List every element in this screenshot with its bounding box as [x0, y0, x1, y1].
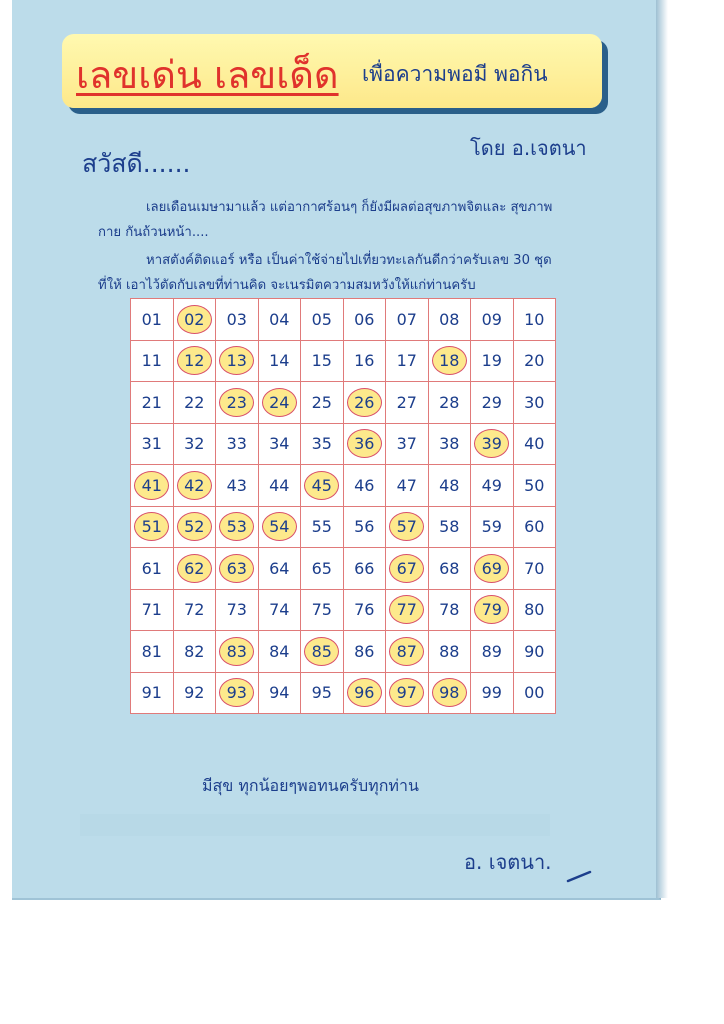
circled-number: 54: [262, 512, 297, 541]
grid-cell: [301, 548, 344, 590]
grid-cell: [513, 672, 556, 714]
circled-number: 36: [347, 429, 382, 458]
circled-number: 85: [304, 637, 339, 666]
grid-number: 71: [141, 600, 162, 620]
grid-cell: [301, 506, 344, 548]
grid-number: 14: [269, 351, 290, 371]
grid-cell: [216, 631, 259, 673]
grid-cell: [131, 631, 174, 673]
grid-cell: [471, 382, 514, 424]
circled-number: 42: [177, 471, 212, 500]
grid-cell: [386, 631, 429, 673]
paragraph-line: หาสตังค์ติดแอร์ หรือ เป็นค่าใช้จ่ายไปเที่ยวทะเลกันดีกว่าครับเลข 30 ชุด: [146, 253, 552, 268]
grid-number: 19: [481, 351, 502, 371]
grid-number: 21: [141, 392, 162, 412]
grid-row: [131, 589, 556, 631]
circled-number: 26: [347, 388, 382, 417]
grid-cell: [428, 506, 471, 548]
grid-number: 48: [439, 475, 460, 495]
closing-line: มีสุข ทุกน้อยๆพอทนครับทุกท่าน: [202, 776, 419, 795]
grid-cell: [258, 382, 301, 424]
paragraph-line: ที่ให้ เอาไว้ตัดกับเลขที่ท่านคิด จะเนรมิตความสมหวังให้แก่ท่านครับ: [98, 278, 476, 293]
grid-number: 82: [184, 641, 205, 661]
grid-number: 89: [481, 641, 502, 661]
grid-cell: [131, 548, 174, 590]
grid-row: [131, 423, 556, 465]
grid-cell: [428, 299, 471, 341]
grid-cell: [301, 423, 344, 465]
grid-number: 10: [524, 309, 545, 329]
grid-cell: [513, 382, 556, 424]
grid-number: 32: [184, 434, 205, 454]
circled-number: 41: [134, 471, 169, 500]
grid-cell: [258, 423, 301, 465]
grid-number: 11: [141, 351, 162, 371]
circled-number: 93: [219, 678, 254, 707]
circled-number: 57: [389, 512, 424, 541]
grid-number: 78: [439, 600, 460, 620]
circled-number: 67: [389, 554, 424, 583]
grid-cell: [258, 548, 301, 590]
grid-number: 09: [481, 309, 502, 329]
grid-cell: [258, 506, 301, 548]
grid-cell: [216, 672, 259, 714]
grid-number: 72: [184, 600, 205, 620]
grid-number: 49: [481, 475, 502, 495]
grid-cell: [216, 423, 259, 465]
grid-cell: [513, 299, 556, 341]
grid-cell: [173, 672, 216, 714]
circled-number: 45: [304, 471, 339, 500]
signature: อ. เจตนา.: [464, 850, 552, 874]
grid-cell: [513, 340, 556, 382]
grid-number: 16: [354, 351, 375, 371]
grid-number: 70: [524, 558, 545, 578]
grid-cell: [471, 506, 514, 548]
circled-number: 83: [219, 637, 254, 666]
grid-cell: [386, 382, 429, 424]
grid-cell: [386, 506, 429, 548]
grid-row: [131, 299, 556, 341]
grid-cell: [343, 340, 386, 382]
grid-cell: [428, 382, 471, 424]
grid-number: 76: [354, 600, 375, 620]
grid-number: 35: [311, 434, 332, 454]
grid-cell: [131, 506, 174, 548]
circled-number: 18: [432, 346, 467, 375]
grid-number: 65: [311, 558, 332, 578]
circled-number: 69: [474, 554, 509, 583]
grid-cell: [471, 631, 514, 673]
grid-cell: [216, 465, 259, 507]
grid-cell: [131, 465, 174, 507]
grid-cell: [471, 465, 514, 507]
grid-row: [131, 382, 556, 424]
grid-row: [131, 340, 556, 382]
grid-number: 25: [311, 392, 332, 412]
grid-cell: [173, 631, 216, 673]
show-through-text: [80, 808, 560, 850]
grid-number: 27: [396, 392, 417, 412]
paragraph-line: เลยเดือนเมษามาแล้ว แต่อากาศร้อนๆ ก็ยังมีผลต่อสุขภาพจิตและ สุขภาพ: [146, 200, 553, 215]
grid-cell: [471, 672, 514, 714]
circled-number: 39: [474, 429, 509, 458]
grid-number: 94: [269, 683, 290, 703]
title-sub: เพื่อความพอมี พอกิน: [362, 62, 548, 86]
grid-number: 86: [354, 641, 375, 661]
grid-number: 31: [141, 434, 162, 454]
grid-cell: [343, 548, 386, 590]
grid-number: 04: [269, 309, 290, 329]
grid-cell: [301, 672, 344, 714]
grid-cell: [428, 340, 471, 382]
grid-cell: [131, 340, 174, 382]
grid-number: 30: [524, 392, 545, 412]
grid-number: 07: [396, 309, 417, 329]
grid-cell: [513, 506, 556, 548]
grid-cell: [131, 299, 174, 341]
circled-number: 97: [389, 678, 424, 707]
grid-number: 05: [311, 309, 332, 329]
circled-number: 02: [177, 305, 212, 334]
greeting: สวัสดี......: [82, 149, 191, 178]
grid-number: 03: [226, 309, 247, 329]
grid-number: 40: [524, 434, 545, 454]
grid-cell: [428, 423, 471, 465]
grid-number: 75: [311, 600, 332, 620]
grid-cell: [216, 548, 259, 590]
grid-number: 50: [524, 475, 545, 495]
circled-number: 13: [219, 346, 254, 375]
grid-cell: [131, 382, 174, 424]
grid-cell: [258, 631, 301, 673]
grid-cell: [343, 465, 386, 507]
grid-cell: [301, 631, 344, 673]
circled-number: 52: [177, 512, 212, 541]
grid-cell: [343, 589, 386, 631]
grid-row: [131, 548, 556, 590]
grid-cell: [216, 506, 259, 548]
grid-number: 47: [396, 475, 417, 495]
page-edge: [656, 0, 668, 898]
grid-cell: [173, 340, 216, 382]
grid-number: 84: [269, 641, 290, 661]
grid-cell: [343, 631, 386, 673]
grid-number: 80: [524, 600, 545, 620]
grid-cell: [301, 589, 344, 631]
circled-number: 63: [219, 554, 254, 583]
grid-cell: [386, 465, 429, 507]
grid-cell: [301, 382, 344, 424]
grid-cell: [216, 589, 259, 631]
grid-cell: [258, 672, 301, 714]
grid-cell: [513, 589, 556, 631]
grid-cell: [386, 299, 429, 341]
title-banner: [62, 34, 602, 108]
number-grid: [130, 298, 556, 714]
author-byline: โดย อ.เจตนา: [470, 136, 587, 160]
bleed-through-shape: [80, 808, 560, 842]
grid-number: 73: [226, 600, 247, 620]
grid-number: 55: [311, 517, 332, 537]
circled-number: 77: [389, 595, 424, 624]
circled-number: 87: [389, 637, 424, 666]
title-main: เลขเด่น เลขเด็ด: [76, 53, 339, 97]
grid-cell: [513, 423, 556, 465]
grid-cell: [258, 465, 301, 507]
circled-number: 53: [219, 512, 254, 541]
grid-cell: [428, 465, 471, 507]
circled-number: 12: [177, 346, 212, 375]
grid-cell: [173, 589, 216, 631]
grid-cell: [216, 382, 259, 424]
grid-number: 06: [354, 309, 375, 329]
circled-number: 96: [347, 678, 382, 707]
grid-cell: [343, 423, 386, 465]
grid-cell: [471, 548, 514, 590]
grid-cell: [513, 631, 556, 673]
grid-cell: [471, 299, 514, 341]
grid-number: 20: [524, 351, 545, 371]
grid-number: 66: [354, 558, 375, 578]
signature-flourish-icon: [566, 868, 596, 884]
grid-cell: [258, 340, 301, 382]
grid-cell: [386, 423, 429, 465]
grid-cell: [173, 506, 216, 548]
grid-cell: [386, 548, 429, 590]
grid-number: 29: [481, 392, 502, 412]
grid-cell: [471, 340, 514, 382]
grid-cell: [173, 382, 216, 424]
grid-cell: [173, 548, 216, 590]
grid-cell: [471, 423, 514, 465]
grid-cell: [428, 548, 471, 590]
circled-number: 23: [219, 388, 254, 417]
grid-cell: [131, 423, 174, 465]
grid-cell: [131, 672, 174, 714]
circled-number: 98: [432, 678, 467, 707]
paragraph-line: กาย กันถ้วนหน้า....: [98, 225, 209, 240]
grid-cell: [428, 672, 471, 714]
grid-number: 58: [439, 517, 460, 537]
grid-row: [131, 672, 556, 714]
grid-row: [131, 506, 556, 548]
grid-number: 99: [481, 683, 502, 703]
grid-cell: [258, 589, 301, 631]
grid-number: 74: [269, 600, 290, 620]
grid-cell: [216, 340, 259, 382]
grid-cell: [471, 589, 514, 631]
grid-cell: [386, 340, 429, 382]
grid-cell: [173, 423, 216, 465]
grid-number: 60: [524, 517, 545, 537]
circled-number: 62: [177, 554, 212, 583]
grid-number: 08: [439, 309, 460, 329]
grid-number: 68: [439, 558, 460, 578]
grid-number: 56: [354, 517, 375, 537]
grid-cell: [343, 382, 386, 424]
grid-cell: [513, 465, 556, 507]
grid-cell: [343, 506, 386, 548]
circled-number: 51: [134, 512, 169, 541]
grid-number: 00: [524, 683, 545, 703]
grid-cell: [513, 548, 556, 590]
grid-cell: [173, 465, 216, 507]
grid-number: 95: [311, 683, 332, 703]
circled-number: 79: [474, 595, 509, 624]
grid-number: 92: [184, 683, 205, 703]
grid-cell: [428, 589, 471, 631]
grid-number: 43: [226, 475, 247, 495]
grid-number: 33: [226, 434, 247, 454]
grid-number: 01: [141, 309, 162, 329]
grid-number: 44: [269, 475, 290, 495]
grid-cell: [428, 631, 471, 673]
grid-number: 46: [354, 475, 375, 495]
circled-number: 24: [262, 388, 297, 417]
grid-number: 37: [396, 434, 417, 454]
grid-cell: [386, 672, 429, 714]
grid-cell: [301, 299, 344, 341]
grid-number: 61: [141, 558, 162, 578]
grid-row: [131, 631, 556, 673]
grid-number: 17: [396, 351, 417, 371]
grid-number: 64: [269, 558, 290, 578]
grid-number: 90: [524, 641, 545, 661]
grid-number: 34: [269, 434, 290, 454]
grid-cell: [343, 672, 386, 714]
grid-cell: [301, 465, 344, 507]
grid-row: [131, 465, 556, 507]
grid-number: 38: [439, 434, 460, 454]
grid-number: 15: [311, 351, 332, 371]
grid-number: 81: [141, 641, 162, 661]
grid-cell: [386, 589, 429, 631]
grid-number: 28: [439, 392, 460, 412]
grid-cell: [301, 340, 344, 382]
grid-cell: [343, 299, 386, 341]
grid-number: 59: [481, 517, 502, 537]
grid-number: 22: [184, 392, 205, 412]
grid-cell: [131, 589, 174, 631]
grid-cell: [173, 299, 216, 341]
grid-number: 91: [141, 683, 162, 703]
grid-cell: [216, 299, 259, 341]
grid-cell: [258, 299, 301, 341]
grid-number: 88: [439, 641, 460, 661]
